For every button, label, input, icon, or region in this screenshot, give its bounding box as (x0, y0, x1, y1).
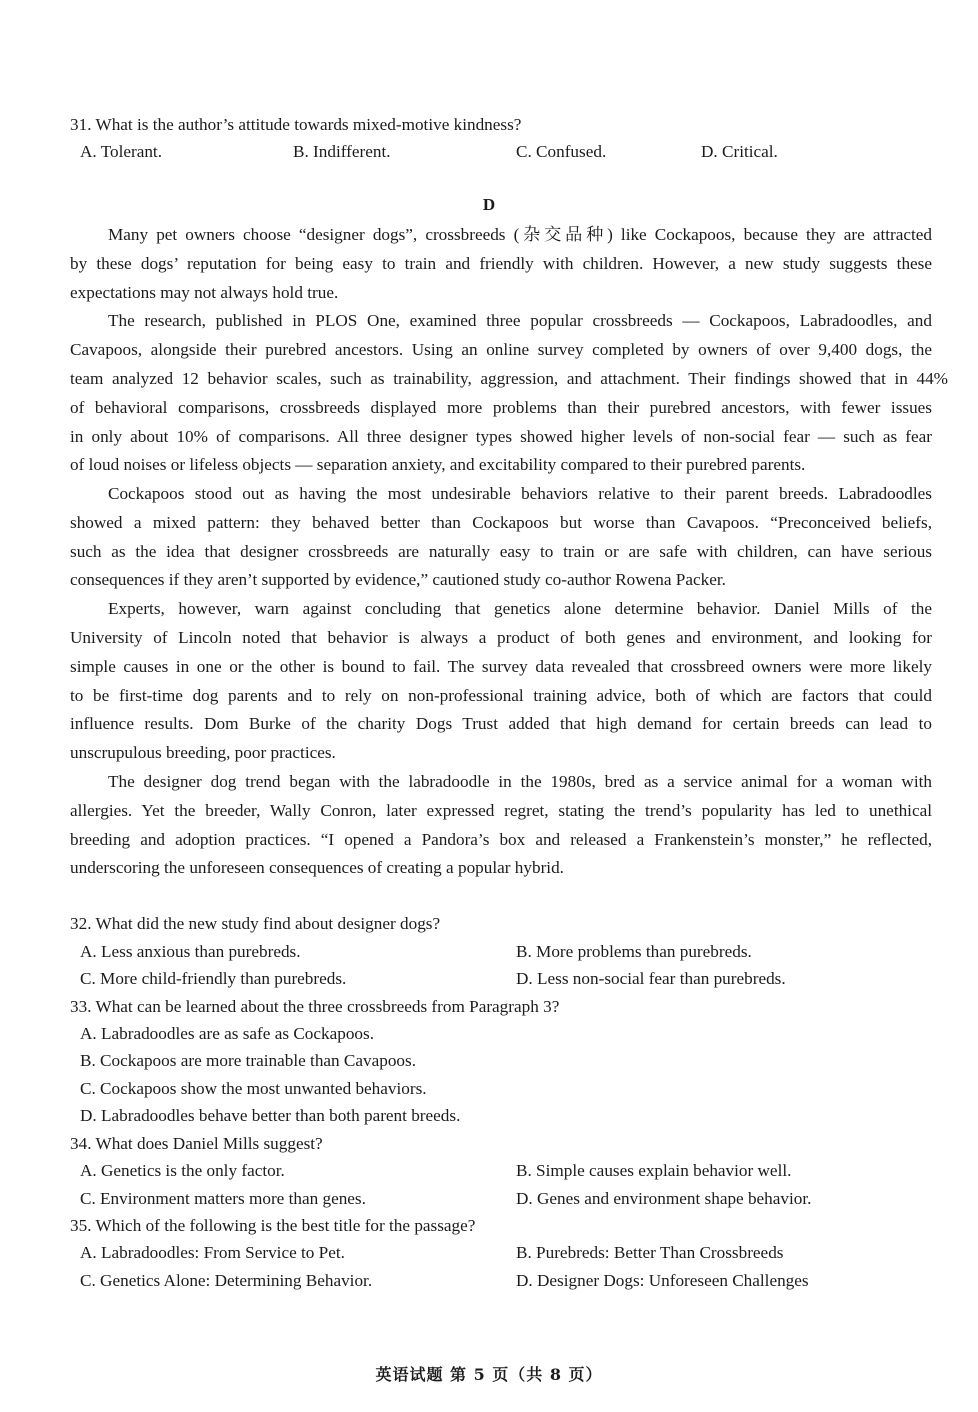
passage-p4-line: to be first-time dog parents and to rely on non-professional training advice, both of which are factors that could (70, 686, 932, 705)
question-33-option-a: A. Labradoodles are as safe as Cockapoos. (80, 1024, 374, 1043)
question-34-option-d: D. Genes and environment shape behavior. (516, 1189, 812, 1208)
question-31-stem: 31. What is the author’s attitude towards mixed-motive kindness? (70, 115, 522, 134)
question-34-option-c: C. Environment matters more than genes. (80, 1189, 366, 1208)
question-35-option-a: A. Labradoodles: From Service to Pet. (80, 1243, 345, 1262)
question-31-option-c: C. Confused. (516, 142, 607, 161)
question-35-option-c: C. Genetics Alone: Determining Behavior. (80, 1271, 373, 1290)
passage-p3-line: showed a mixed pattern: they behaved better than Cockapoos but worse than Cavapoos. “Preconceived beliefs, (70, 513, 932, 532)
question-34-option-b: B. Simple causes explain behavior well. (516, 1161, 792, 1180)
question-33-stem: 33. What can be learned about the three crossbreeds from Paragraph 3? (70, 997, 560, 1016)
question-35-stem: 35. Which of the following is the best title for the passage? (70, 1216, 476, 1235)
passage-p2-line: team analyzed 12 behavior scales, such as trainability, aggression, and attachment. Their findings showed that in 44% (70, 369, 948, 388)
question-32-option-a: A. Less anxious than purebreds. (80, 942, 301, 961)
passage-p5-line: The designer dog trend began with the labradoodle in the 1980s, bred as a service animal for a woman with (108, 772, 932, 791)
question-32-option-b: B. More problems than purebreds. (516, 942, 752, 961)
passage-p3-line: such as the idea that designer crossbreeds are naturally easy to train or are safe with children, can have serious (70, 542, 932, 561)
passage-p5-line: allergies. Yet the breeder, Wally Conron, later expressed regret, stating the trend’s popularity has led to unethical (70, 801, 932, 820)
passage-p1-line: Many pet owners choose “designer dogs”, crossbreeds (杂交品种) like Cockapoos, because they are attracted (108, 225, 932, 244)
question-32-stem: 32. What did the new study find about designer dogs? (70, 914, 441, 933)
passage-p3-line: Cockapoos stood out as having the most undesirable behaviors relative to their parent breeds. Labradoodles (108, 484, 932, 503)
question-34-stem: 34. What does Daniel Mills suggest? (70, 1134, 323, 1153)
passage-p2-line: of loud noises or lifeless objects — separation anxiety, and excitability compared to their purebred parents. (70, 455, 806, 474)
question-31-option-b: B. Indifferent. (293, 142, 391, 161)
passage-p4-line: simple causes in one or the other is bound to fail. The survey data revealed that crossbreed owners were more likely (70, 657, 932, 676)
question-33-option-c: C. Cockapoos show the most unwanted behaviors. (80, 1079, 427, 1098)
section-label: D (482, 195, 496, 214)
question-35-option-b: B. Purebreds: Better Than Crossbreeds (516, 1243, 784, 1262)
question-31-option-a: A. Tolerant. (80, 142, 163, 161)
question-32-option-c: C. More child-friendly than purebreds. (80, 969, 347, 988)
passage-p4-line: unscrupulous breeding, poor practices. (70, 743, 336, 762)
question-33-option-b: B. Cockapoos are more trainable than Cavapoos. (80, 1051, 417, 1070)
question-31-option-d: D. Critical. (701, 142, 778, 161)
passage-p4-line: Experts, however, warn against concluding that genetics alone determine behavior. Daniel Mills of the (108, 599, 932, 618)
passage-p5-line: breeding and adoption practices. “I opened a Pandora’s box and released a Frankenstein’s monster,” he reflected, (70, 830, 932, 849)
question-32-option-d: D. Less non-social fear than purebreds. (516, 969, 786, 988)
passage-p3-line: consequences if they aren’t supported by evidence,” cautioned study co-author Rowena Packer. (70, 570, 726, 589)
passage-p2-line: The research, published in PLOS One, examined three popular crossbreeds — Cockapoos, Labradoodles, and (108, 311, 932, 330)
question-33-option-d: D. Labradoodles behave better than both parent breeds. (80, 1106, 461, 1125)
passage-p1-line: expectations may not always hold true. (70, 283, 339, 302)
passage-p4-line: University of Lincoln noted that behavior is always a product of both genes and environment, and looking for (70, 628, 932, 647)
page-footer: 英语试题 第 5 页（共 8 页） (375, 1365, 603, 1384)
passage-p4-line: influence results. Dom Burke of the charity Dogs Trust added that high demand for certain breeds can lead to (70, 714, 932, 733)
passage-p2-line: Cavapoos, alongside their purebred ancestors. Using an online survey completed by owners of over 9,400 dogs, the (70, 340, 932, 359)
question-35-option-d: D. Designer Dogs: Unforeseen Challenges (516, 1271, 809, 1290)
passage-p1-line: by these dogs’ reputation for being easy to train and friendly with children. However, a new study suggests these (70, 254, 932, 273)
question-34-option-a: A. Genetics is the only factor. (80, 1161, 285, 1180)
passage-p2-line: in only about 10% of comparisons. All three designer types showed higher levels of non-social fear — such as fear (70, 427, 932, 446)
passage-p5-line: underscoring the unforeseen consequences of creating a popular hybrid. (70, 858, 564, 877)
passage-p2-line: of behavioral comparisons, crossbreeds displayed more problems than their purebred ancestors, with fewer issues (70, 398, 932, 417)
